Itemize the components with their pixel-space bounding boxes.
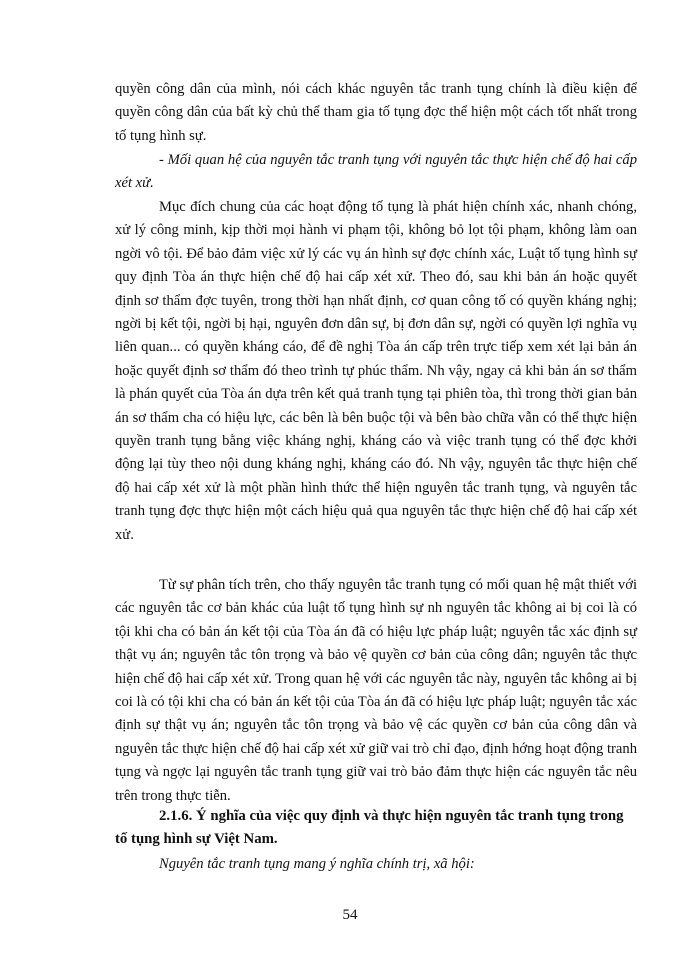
paragraph-two-tier-trial: Mục đích chung của các hoạt động tố tụng là phát hiện chính xác, nhanh chóng, xử lý công minh, kịp thời mọi hành vi phạm tội, không bỏ lọt tội phạm, không làm oan ngời vô tội. Để bảo đảm việc xử lý các vụ án hình sự đợc chính xác, Luật tố tụng hình sự quy định Tòa án thực hiện chế độ hai cấp xét xử. Theo đó, sau khi bản án hoặc quyết định sơ thẩm đợc tuyên, trong thời hạn nhất định, cơ quan công tố có quyền kháng nghị; ngời bị kết tội, ngời bị hại, nguyên đơn dân sự, bị đơn dân sự, ngời có quyền lợi nghĩa vụ liên quan... có quyền kháng cáo, để đề nghị Tòa án cấp trên trực tiếp xem xét lại bản án hoặc quyết định sơ thẩm đó theo trình tự phúc thẩm. Nh vậy, ngay cả khi bản án sơ thẩm là phán quyết của Tòa án dựa trên kết quả tranh tụng tại phiên tòa, thì trong thời gian bản án sơ thẩm cha có hiệu lực, các bên là bên buộc tội và bên bào chữa vẫn có thể thực hiện quyền tranh tụng bằng việc kháng nghị, kháng cáo và việc tranh tụng có thể đợc khởi động lại tùy theo nội dung kháng nghị, kháng cáo đó. Nh vậy, nguyên tắc thực hiện chế độ hai cấp xét xử là một phần hình thức thể hiện nguyên tắc tranh tụng, và nguyên tắc tranh tụng đợc thực hiện một cách hiệu quả qua nguyên tắc thực hiện chế độ hai cấp xét xử.: [115, 199, 637, 543]
section-bullet-two-tier-trial: - Mối quan hệ của nguyên tắc tranh tụng với nguyên tắc thực hiện chế độ hai cấp xét xử.: [115, 152, 637, 192]
paragraph-continuation: quyền công dân của mình, nói cách khác nguyên tắc tranh tụng chính là điều kiện để quyền công dân của bất kỳ chủ thể tham gia tố tụng đợc thể hiện một cách tốt nhất trong tố tụng hình sự.: [115, 81, 637, 144]
paragraph-conclusion: Từ sự phân tích trên, cho thấy nguyên tắc tranh tụng có mối quan hệ mật thiết với các nguyên tắc cơ bản khác của luật tố tụng hình sự nh nguyên tắc không ai bị coi là có tội khi cha có bản án kết tội của Tòa án đã có hiệu lực pháp luật; nguyên tắc xác định sự thật vụ án; nguyên tắc tôn trọng và bảo vệ quyền cơ bản của công dân; nguyên tắc thực hiện chế độ hai cấp xét xử. Trong quan hệ với các nguyên tắc này, nguyên tắc không ai bị coi là có tội khi cha có bản án kết tội của Tòa án đã có hiệu lực pháp luật; nguyên tắc xác định sự thật vụ án; nguyên tắc tôn trọng và bảo vệ các quyền cơ bản của công dân và nguyên tắc thực hiện chế độ hai cấp xét xử giữ vai trò chỉ đạo, định hớng hoạt động tranh tụng và ngợc lại nguyên tắc tranh tụng giữ vai trò bảo đảm thực hiện các nguyên tắc nêu trên trong thực tiễn.: [115, 577, 637, 804]
subheading-political-social: Nguyên tắc tranh tụng mang ý nghĩa chính trị, xã hội:: [159, 856, 475, 872]
page-number: 54: [342, 907, 358, 923]
section-heading-2-1-6: 2.1.6. Ý nghĩa của việc quy định và thực hiện nguyên tắc tranh tụng trong tố tụng hình sự Việt Nam.: [115, 808, 624, 847]
